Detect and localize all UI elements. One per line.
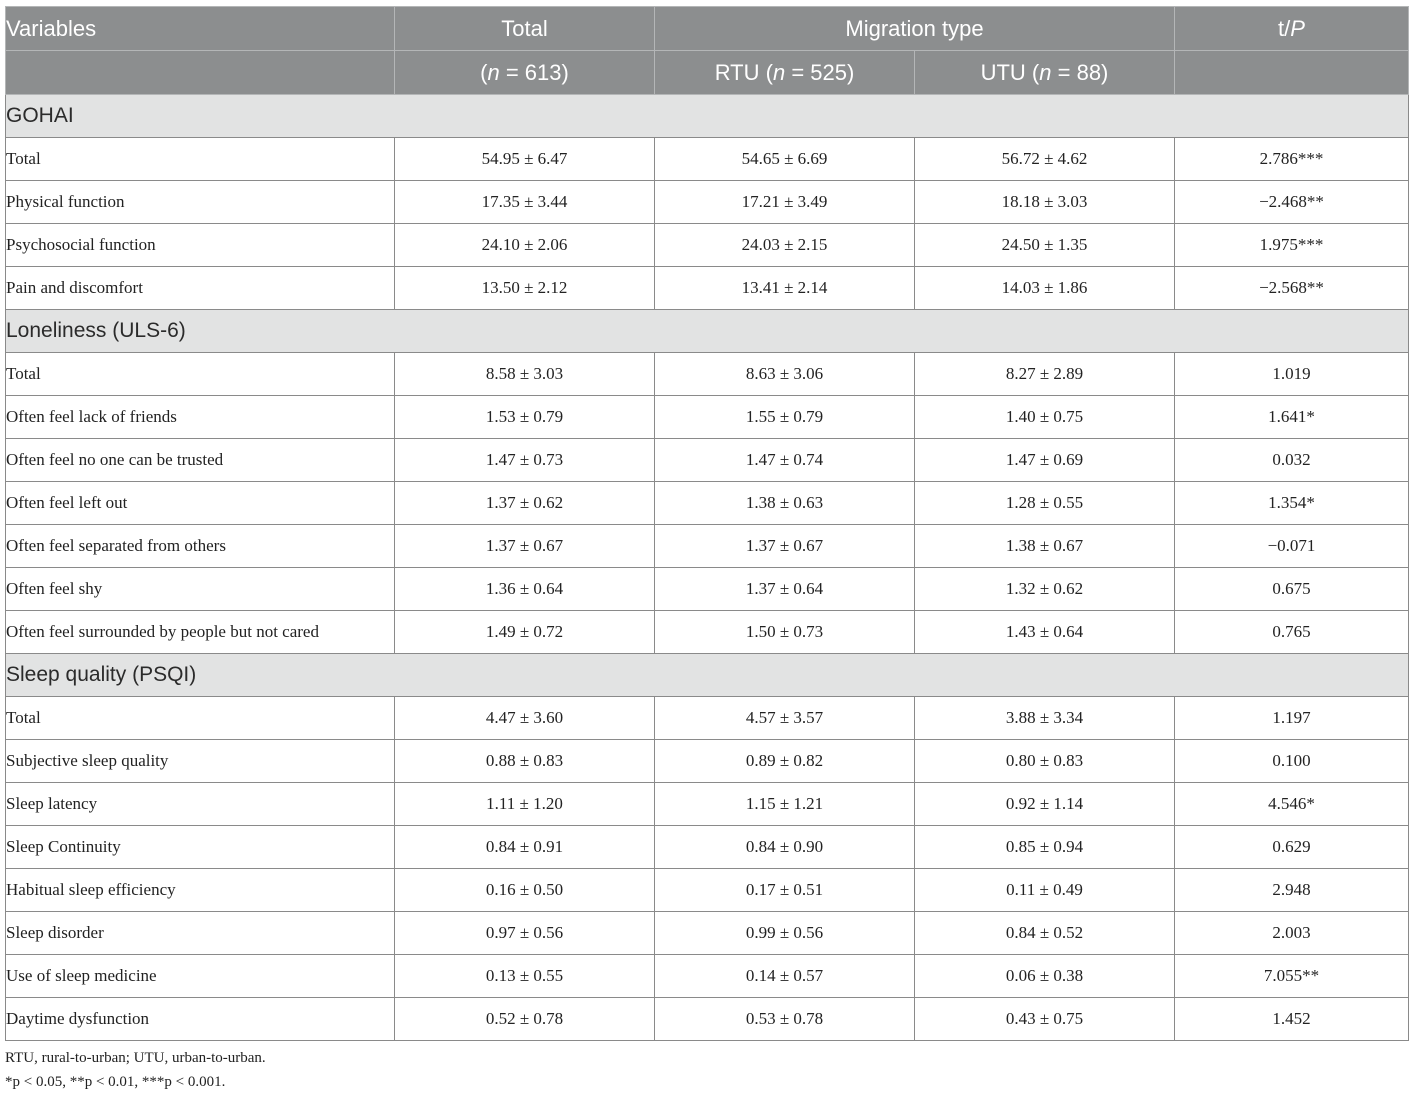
cell-rtu: 13.41 ± 2.14: [655, 267, 915, 310]
cell-utu: 0.92 ± 1.14: [915, 783, 1175, 826]
cell-total: 4.47 ± 3.60: [395, 697, 655, 740]
cell-total: 0.84 ± 0.91: [395, 826, 655, 869]
cell-rtu: 54.65 ± 6.69: [655, 138, 915, 181]
cell-total: 54.95 ± 6.47: [395, 138, 655, 181]
table-row: [6, 224, 1409, 267]
cell-rtu: 24.03 ± 2.15: [655, 224, 915, 267]
table-row: [6, 138, 1409, 181]
cell-total: 8.58 ± 3.03: [395, 353, 655, 396]
cell-t-p: 1.452: [1175, 998, 1409, 1041]
table-header: [6, 7, 1409, 95]
cell-t-p: 0.032: [1175, 439, 1409, 482]
cell-rtu: 1.15 ± 1.21: [655, 783, 915, 826]
cell-utu: 1.38 ± 0.67: [915, 525, 1175, 568]
cell-utu: 0.43 ± 0.75: [915, 998, 1175, 1041]
row-label: Sleep latency: [6, 783, 395, 826]
table-row: [6, 482, 1409, 525]
cell-utu: 0.80 ± 0.83: [915, 740, 1175, 783]
cell-rtu: 1.55 ± 0.79: [655, 396, 915, 439]
row-label: Daytime dysfunction: [6, 998, 395, 1041]
cell-t-p: 0.765: [1175, 611, 1409, 654]
section-title: GOHAI: [6, 95, 1409, 138]
table-row: [6, 396, 1409, 439]
cell-rtu: 8.63 ± 3.06: [655, 353, 915, 396]
cell-rtu: 1.47 ± 0.74: [655, 439, 915, 482]
table-row: [6, 826, 1409, 869]
cell-t-p: 1.975***: [1175, 224, 1409, 267]
cell-utu: 18.18 ± 3.03: [915, 181, 1175, 224]
cell-utu: 1.40 ± 0.75: [915, 396, 1175, 439]
cell-total: 1.49 ± 0.72: [395, 611, 655, 654]
cell-utu: 0.84 ± 0.52: [915, 912, 1175, 955]
results-table: [5, 6, 1409, 1041]
cell-total: 1.11 ± 1.20: [395, 783, 655, 826]
cell-t-p: 0.675: [1175, 568, 1409, 611]
footnote-abbreviations: RTU, rural-to-urban; UTU, urban-to-urban.: [5, 1050, 266, 1066]
row-label: Sleep disorder: [6, 912, 395, 955]
table-row: [6, 740, 1409, 783]
cell-t-p: 0.629: [1175, 826, 1409, 869]
cell-total: 1.36 ± 0.64: [395, 568, 655, 611]
row-label: Total: [6, 138, 395, 181]
header-total: Total: [395, 7, 655, 51]
cell-t-p: 1.197: [1175, 697, 1409, 740]
cell-rtu: 0.14 ± 0.57: [655, 955, 915, 998]
cell-rtu: 1.37 ± 0.67: [655, 525, 915, 568]
cell-total: 0.88 ± 0.83: [395, 740, 655, 783]
row-label: Often feel surrounded by people but not cared: [6, 611, 395, 654]
cell-total: 0.97 ± 0.56: [395, 912, 655, 955]
cell-total: 0.16 ± 0.50: [395, 869, 655, 912]
header-t-p: t/P: [1175, 7, 1409, 51]
row-label: Often feel left out: [6, 482, 395, 525]
row-label: Pain and discomfort: [6, 267, 395, 310]
row-label: Often feel separated from others: [6, 525, 395, 568]
cell-t-p: 1.641*: [1175, 396, 1409, 439]
cell-utu: 0.85 ± 0.94: [915, 826, 1175, 869]
header-variables: Variables: [6, 7, 395, 51]
cell-utu: 1.47 ± 0.69: [915, 439, 1175, 482]
cell-total: 1.53 ± 0.79: [395, 396, 655, 439]
cell-t-p: 2.786***: [1175, 138, 1409, 181]
table-row: [6, 525, 1409, 568]
cell-utu: 1.43 ± 0.64: [915, 611, 1175, 654]
table-body: [6, 95, 1409, 1041]
cell-utu: 8.27 ± 2.89: [915, 353, 1175, 396]
section-title: Sleep quality (PSQI): [6, 654, 1409, 697]
section-row: [6, 654, 1409, 697]
table-row: [6, 955, 1409, 998]
cell-t-p: 2.948: [1175, 869, 1409, 912]
cell-rtu: 0.53 ± 0.78: [655, 998, 915, 1041]
table-row: [6, 998, 1409, 1041]
header-migration-type: Migration type: [655, 7, 1175, 51]
row-label: Often feel shy: [6, 568, 395, 611]
table-row: [6, 912, 1409, 955]
cell-t-p: 2.003: [1175, 912, 1409, 955]
cell-t-p: −0.071: [1175, 525, 1409, 568]
cell-rtu: 0.89 ± 0.82: [655, 740, 915, 783]
table-row: [6, 783, 1409, 826]
table-row: [6, 697, 1409, 740]
cell-total: 17.35 ± 3.44: [395, 181, 655, 224]
cell-rtu: 17.21 ± 3.49: [655, 181, 915, 224]
cell-utu: 0.06 ± 0.38: [915, 955, 1175, 998]
cell-rtu: 0.17 ± 0.51: [655, 869, 915, 912]
row-label: Often feel no one can be trusted: [6, 439, 395, 482]
cell-t-p: 0.100: [1175, 740, 1409, 783]
header-rtu-n: RTU (n = 525): [655, 51, 915, 95]
table-row: [6, 181, 1409, 224]
cell-total: 1.37 ± 0.67: [395, 525, 655, 568]
table-row: [6, 869, 1409, 912]
cell-total: 1.37 ± 0.62: [395, 482, 655, 525]
row-label: Habitual sleep efficiency: [6, 869, 395, 912]
cell-rtu: 0.99 ± 0.56: [655, 912, 915, 955]
header-variables-blank: [6, 51, 395, 95]
cell-t-p: 4.546*: [1175, 783, 1409, 826]
row-label: Total: [6, 697, 395, 740]
row-label: Subjective sleep quality: [6, 740, 395, 783]
row-label: Use of sleep medicine: [6, 955, 395, 998]
row-label: Total: [6, 353, 395, 396]
cell-total: 0.13 ± 0.55: [395, 955, 655, 998]
cell-t-p: 1.354*: [1175, 482, 1409, 525]
cell-total: 1.47 ± 0.73: [395, 439, 655, 482]
table-row: [6, 353, 1409, 396]
cell-rtu: 1.37 ± 0.64: [655, 568, 915, 611]
cell-utu: 0.11 ± 0.49: [915, 869, 1175, 912]
cell-rtu: 0.84 ± 0.90: [655, 826, 915, 869]
row-label: Physical function: [6, 181, 395, 224]
cell-utu: 24.50 ± 1.35: [915, 224, 1175, 267]
cell-t-p: −2.468**: [1175, 181, 1409, 224]
cell-total: 24.10 ± 2.06: [395, 224, 655, 267]
row-label: Sleep Continuity: [6, 826, 395, 869]
cell-rtu: 1.50 ± 0.73: [655, 611, 915, 654]
section-title: Loneliness (ULS-6): [6, 310, 1409, 353]
cell-t-p: −2.568**: [1175, 267, 1409, 310]
cell-utu: 3.88 ± 3.34: [915, 697, 1175, 740]
table-row: [6, 611, 1409, 654]
cell-utu: 56.72 ± 4.62: [915, 138, 1175, 181]
cell-t-p: 7.055**: [1175, 955, 1409, 998]
table-row: [6, 439, 1409, 482]
footnote-significance: *p < 0.05, **p < 0.01, ***p < 0.001.: [5, 1074, 226, 1090]
cell-utu: 14.03 ± 1.86: [915, 267, 1175, 310]
cell-utu: 1.28 ± 0.55: [915, 482, 1175, 525]
row-label: Often feel lack of friends: [6, 396, 395, 439]
cell-utu: 1.32 ± 0.62: [915, 568, 1175, 611]
cell-rtu: 1.38 ± 0.63: [655, 482, 915, 525]
header-total-n: (n = 613): [395, 51, 655, 95]
header-t-p-blank: [1175, 51, 1409, 95]
cell-rtu: 4.57 ± 3.57: [655, 697, 915, 740]
table-row: [6, 267, 1409, 310]
cell-total: 13.50 ± 2.12: [395, 267, 655, 310]
header-utu-n: UTU (n = 88): [915, 51, 1175, 95]
section-row: [6, 95, 1409, 138]
section-row: [6, 310, 1409, 353]
cell-t-p: 1.019: [1175, 353, 1409, 396]
row-label: Psychosocial function: [6, 224, 395, 267]
table-row: [6, 568, 1409, 611]
cell-total: 0.52 ± 0.78: [395, 998, 655, 1041]
